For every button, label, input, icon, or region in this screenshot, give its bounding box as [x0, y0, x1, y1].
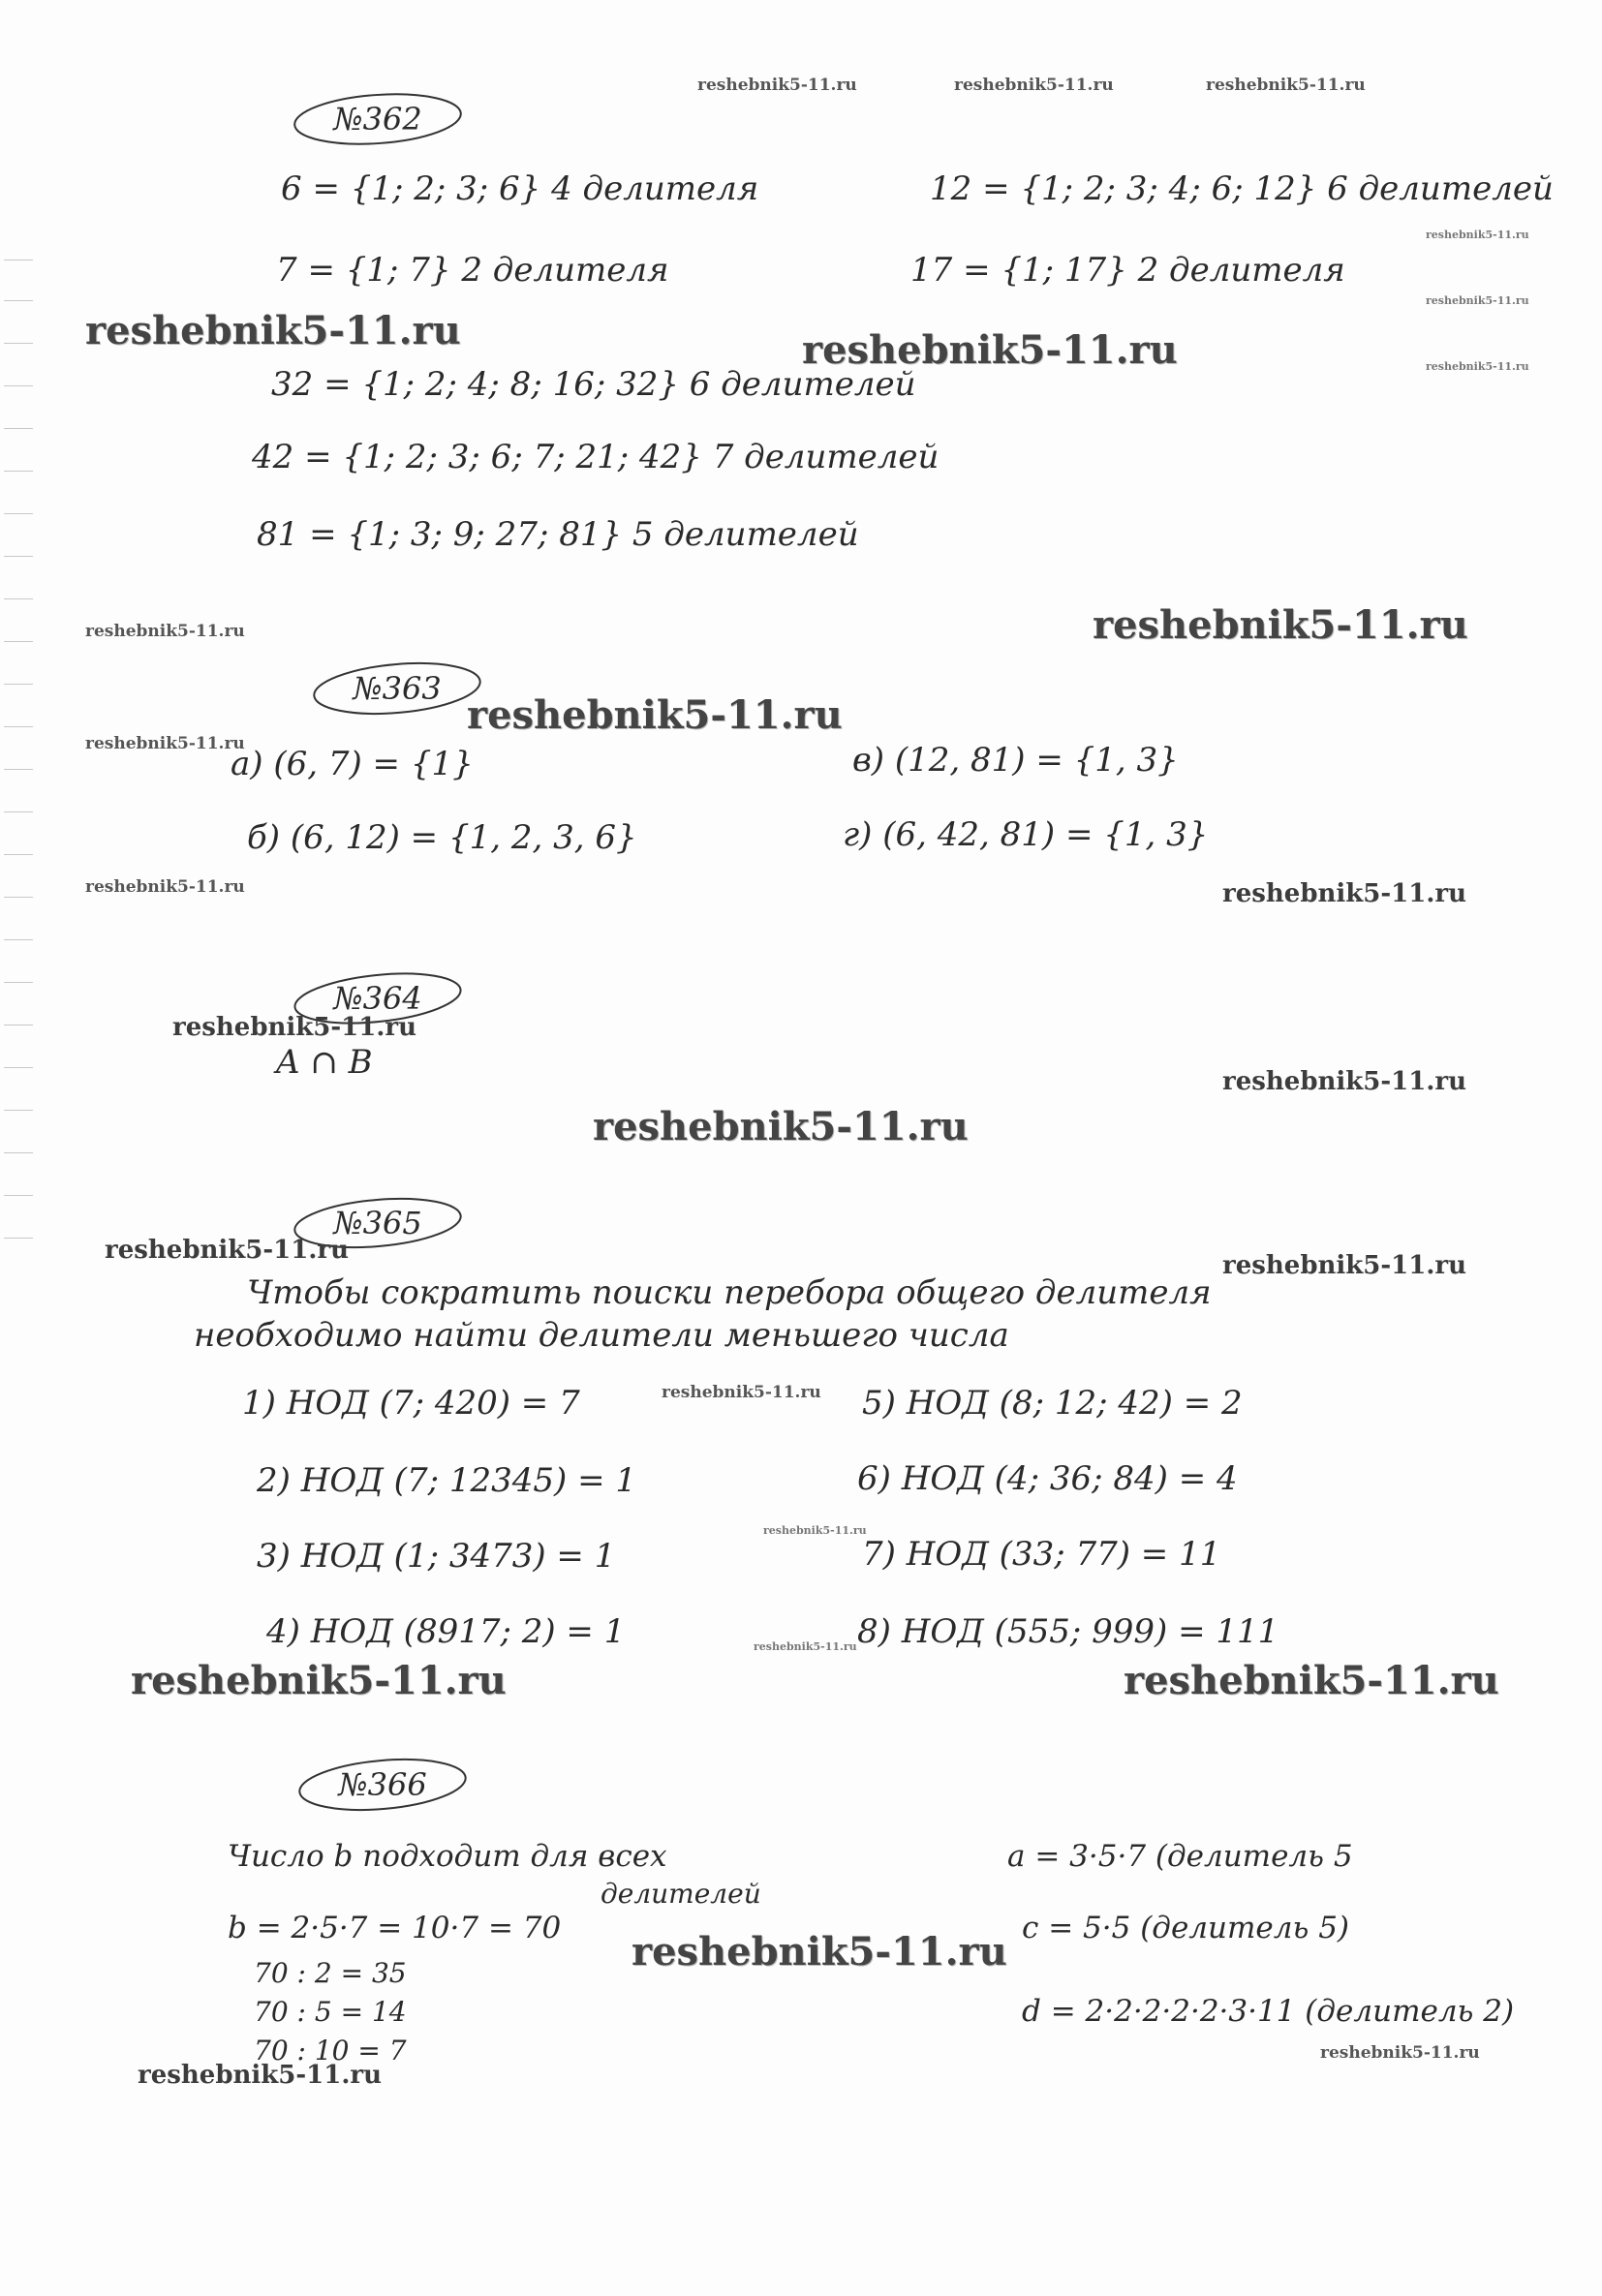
watermark: reshebnik5-11.ru [85, 877, 245, 897]
check-div-10: 70 : 10 = 7 [254, 2035, 407, 2066]
problem-label-364: №364 [291, 968, 465, 1028]
gcd-item-4: 4) НОД (8917; 2) = 1 [266, 1612, 626, 1651]
divisors-7: 7 = {1; 7} 2 делителя [276, 251, 669, 290]
gcd-set-g: г) (6, 42, 81) = {1, 3} [843, 815, 1209, 854]
gcd-item-6: 6) НОД (4; 36; 84) = 4 [857, 1459, 1238, 1498]
watermark: reshebnik5-11.ru [467, 692, 843, 738]
d-factorization: d = 2·2·2·2·2·3·11 (делитель 2) [1022, 1994, 1515, 2029]
watermark: reshebnik5-11.ru [1222, 1067, 1467, 1096]
explanation-line-1: Чтобы сократить поиски перебора общего делителя [247, 1273, 1212, 1312]
check-div-2: 70 : 2 = 35 [254, 1957, 407, 1989]
divisors-12: 12 = {1; 2; 3; 4; 6; 12} 6 делителей [930, 169, 1554, 208]
watermark: reshebnik5-11.ru [172, 1013, 417, 1042]
gcd-set-a: а) (6, 7) = {1} [231, 745, 474, 783]
watermark: reshebnik5-11.ru [1206, 76, 1366, 95]
watermark: reshebnik5-11.ru [85, 308, 461, 353]
explanation-line-2: необходимо найти делители меньшего числа [194, 1316, 1009, 1355]
watermark: reshebnik5-11.ru [105, 1236, 350, 1265]
watermark: reshebnik5-11.ru [85, 734, 245, 753]
watermark: reshebnik5-11.ru [1222, 1251, 1467, 1280]
watermark: reshebnik5-11.ru [697, 76, 857, 95]
divisors-17: 17 = {1; 17} 2 делителя [910, 251, 1345, 290]
watermark: reshebnik5-11.ru [1124, 1658, 1499, 1703]
gcd-set-v: в) (12, 81) = {1, 3} [852, 741, 1179, 780]
gcd-set-b: б) (6, 12) = {1, 2, 3, 6} [247, 818, 637, 857]
problem-label-362: №362 [291, 89, 465, 149]
problem-label-366: №366 [295, 1755, 470, 1815]
gcd-item-1: 1) НОД (7; 420) = 7 [242, 1384, 580, 1423]
b-factorization: b = 2·5·7 = 10·7 = 70 [228, 1911, 562, 1945]
watermark: reshebnik5-11.ru [593, 1104, 969, 1149]
watermark: reshebnik5-11.ru [763, 1524, 867, 1537]
c-factorization: c = 5·5 (делитель 5) [1022, 1911, 1350, 1945]
problem-label-363: №363 [310, 658, 484, 719]
divisors-6: 6 = {1; 2; 3; 6} 4 делителя [281, 169, 759, 208]
number-b-statement: Число b подходит для всех [228, 1839, 667, 1874]
divisors-81: 81 = {1; 3; 9; 27; 81} 5 делителей [257, 515, 859, 554]
watermark: reshebnik5-11.ru [1320, 2043, 1480, 2063]
watermark: reshebnik5-11.ru [662, 1383, 821, 1402]
watermark: reshebnik5-11.ru [632, 1929, 1007, 1975]
check-div-5: 70 : 5 = 14 [254, 1996, 407, 2028]
gcd-item-7: 7) НОД (33; 77) = 11 [862, 1535, 1221, 1574]
a-factorization: a = 3·5·7 (делитель 5 [1007, 1839, 1353, 1874]
gcd-item-2: 2) НОД (7; 12345) = 1 [257, 1461, 636, 1500]
number-b-statement-continued: делителей [601, 1878, 761, 1910]
divisors-42: 42 = {1; 2; 3; 6; 7; 21; 42} 7 делителей [252, 438, 940, 476]
watermark: reshebnik5-11.ru [1426, 294, 1529, 307]
gcd-item-5: 5) НОД (8; 12; 42) = 2 [862, 1384, 1243, 1423]
watermark: reshebnik5-11.ru [754, 1640, 857, 1653]
gcd-item-3: 3) НОД (1; 3473) = 1 [257, 1537, 616, 1576]
watermark: reshebnik5-11.ru [802, 327, 1178, 373]
watermark: reshebnik5-11.ru [1093, 602, 1468, 648]
problem-label-365: №365 [291, 1193, 465, 1253]
watermark: reshebnik5-11.ru [131, 1658, 507, 1703]
watermark: reshebnik5-11.ru [138, 2061, 383, 2090]
watermark: reshebnik5-11.ru [1426, 229, 1529, 241]
watermark: reshebnik5-11.ru [1426, 360, 1529, 373]
divisors-32: 32 = {1; 2; 4; 8; 16; 32} 6 делителей [271, 365, 916, 404]
watermark: reshebnik5-11.ru [1222, 879, 1467, 908]
watermark: reshebnik5-11.ru [954, 76, 1114, 95]
set-intersection-answer: A ∩ B [276, 1043, 373, 1082]
gcd-item-8: 8) НОД (555; 999) = 111 [857, 1612, 1279, 1651]
watermark: reshebnik5-11.ru [85, 622, 245, 641]
